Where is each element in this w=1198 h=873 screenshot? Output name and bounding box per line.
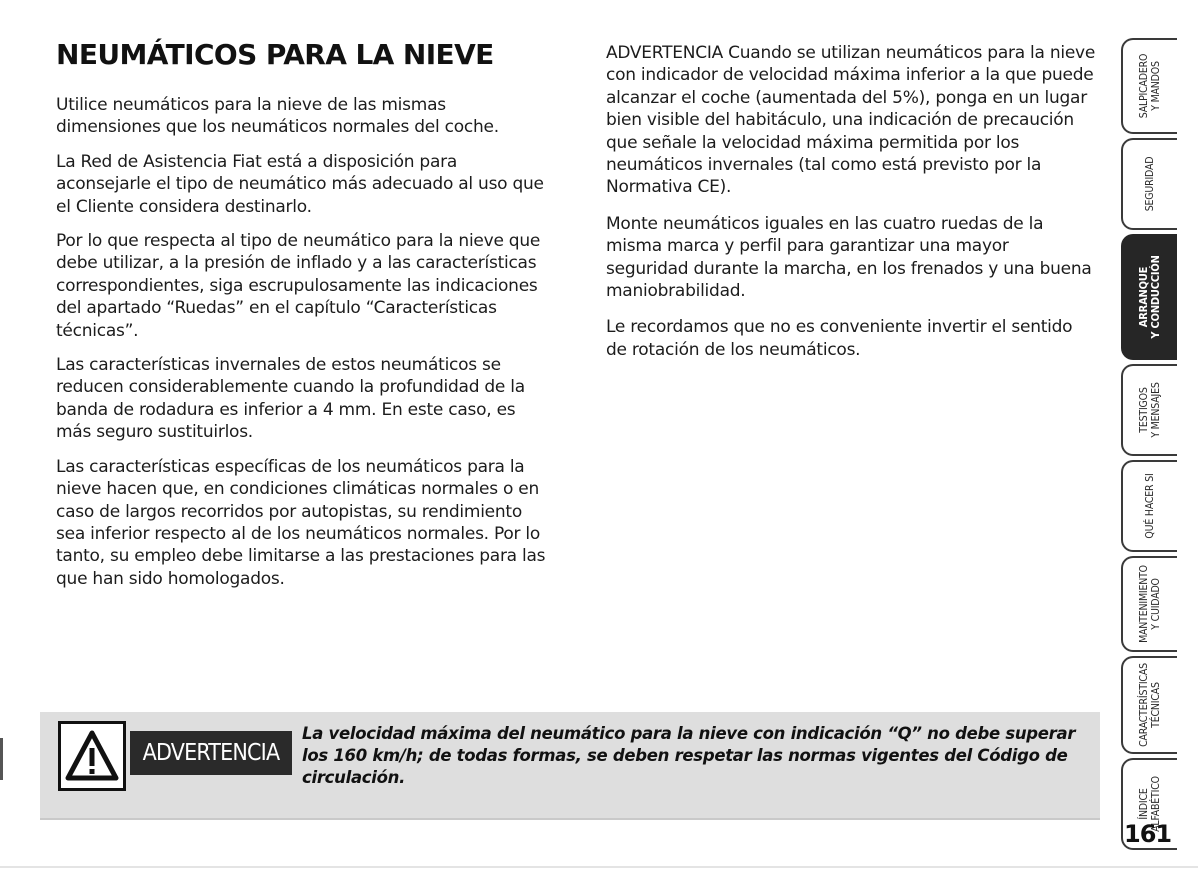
tab-que-hacer[interactable] xyxy=(1121,460,1177,552)
paragraph: Las características invernales de estos neumáticos se reducen considerablemente cuando la profundidad de la banda de rodadura es inferior a 4 mm. En este caso, es más seguro sustituirlos. xyxy=(56,355,525,443)
tab-caracteristicas[interactable] xyxy=(1121,656,1177,754)
warning-icon-box xyxy=(58,721,126,791)
tab-label: SALPICADERO xyxy=(1138,53,1150,119)
tab-label: QUÉ HACER SI xyxy=(1144,473,1156,539)
tab-mantenimiento[interactable] xyxy=(1121,556,1177,652)
tab-label: TÉCNICAS xyxy=(1150,682,1162,728)
paragraph: Utilice neumáticos para la nieve de las mismas dimensiones que los neumáticos normales del coche. xyxy=(56,95,499,138)
paragraph: Por lo que respecta al tipo de neumático para la nieve que debe utilizar, a la presión de inflado y a las características correspondientes, siga escrupulosamente las indicaciones del apartado “Ruedas” en el capítulo “Características técnicas”. xyxy=(56,231,541,341)
tab-salpicadero[interactable] xyxy=(1121,38,1177,134)
warning-label: ADVERTENCIA xyxy=(130,731,292,775)
paragraph: Le recordamos que no es conveniente invertir el sentido de rotación de los neumáticos. xyxy=(606,317,1073,360)
tab-label: Y CONDUCCIÓN xyxy=(1149,255,1162,339)
paragraph: La Red de Asistencia Fiat está a disposición para aconsejarle el tipo de neumático más adecuado al uso que el Cliente considera destinarlo. xyxy=(56,151,544,217)
paragraph: Las características específicas de los neumáticos para la nieve hacen que, en condiciones climáticas normales o en caso de largos recorridos por autopistas, su rendimiento sea inferior respecto al de los neumáticos normales. Por lo tanto, su empleo debe limitarse a las prestaciones para las que han sido homologados. xyxy=(56,456,546,589)
page-number: 161 xyxy=(1124,820,1172,848)
tab-label: CARACTERÍSTICAS xyxy=(1138,663,1150,747)
tab-label: Y MENSAJES xyxy=(1150,382,1162,438)
right-column xyxy=(606,42,1096,375)
tab-arranque[interactable] xyxy=(1121,234,1177,360)
tab-label: MANTENIMIENTO xyxy=(1138,565,1150,643)
page-title: NEUMÁTICOS PARA LA NIEVE xyxy=(56,38,494,71)
tab-label: ALFABÉTICO xyxy=(1150,776,1162,832)
warning-triangle-icon xyxy=(65,729,119,783)
tab-testigos[interactable] xyxy=(1121,364,1177,456)
paragraph: ADVERTENCIA Cuando se utilizan neumáticos para la nieve con indicador de velocidad máxima inferior a la que puede alcanzar el coche (aumentada del 5%), ponga en un lugar bien visible del habitáculo, una indicación de precaución que señale la velocidad máxima permitida por los neumáticos invernales (tal como está previsto por la Normativa CE). xyxy=(606,43,1096,198)
bottom-rule xyxy=(0,866,1198,868)
tab-label: Y MANDOS xyxy=(1150,61,1162,111)
paragraph: Monte neumáticos iguales en las cuatro ruedas de la misma marca y perfil para garantizar una mayor seguridad durante la marcha, en los frenados y una buena maniobrabilidad. xyxy=(606,213,1092,302)
tab-label: ÍNDICE xyxy=(1138,788,1150,820)
warning-text: La velocidad máxima del neumático para la nieve con indicación “Q” no debe superar los 160 km/h; de todas formas, se deben respetar las normas vigentes del Código de circulación. xyxy=(302,724,1076,787)
tab-seguridad[interactable] xyxy=(1121,138,1177,230)
tab-label: ARRANQUE xyxy=(1137,266,1150,328)
scan-mark xyxy=(0,738,3,780)
tab-label: SEGURIDAD xyxy=(1144,156,1156,212)
tab-label: TESTIGOS xyxy=(1138,387,1150,433)
left-column xyxy=(56,94,548,602)
tab-label: Y CUIDADO xyxy=(1150,578,1162,630)
